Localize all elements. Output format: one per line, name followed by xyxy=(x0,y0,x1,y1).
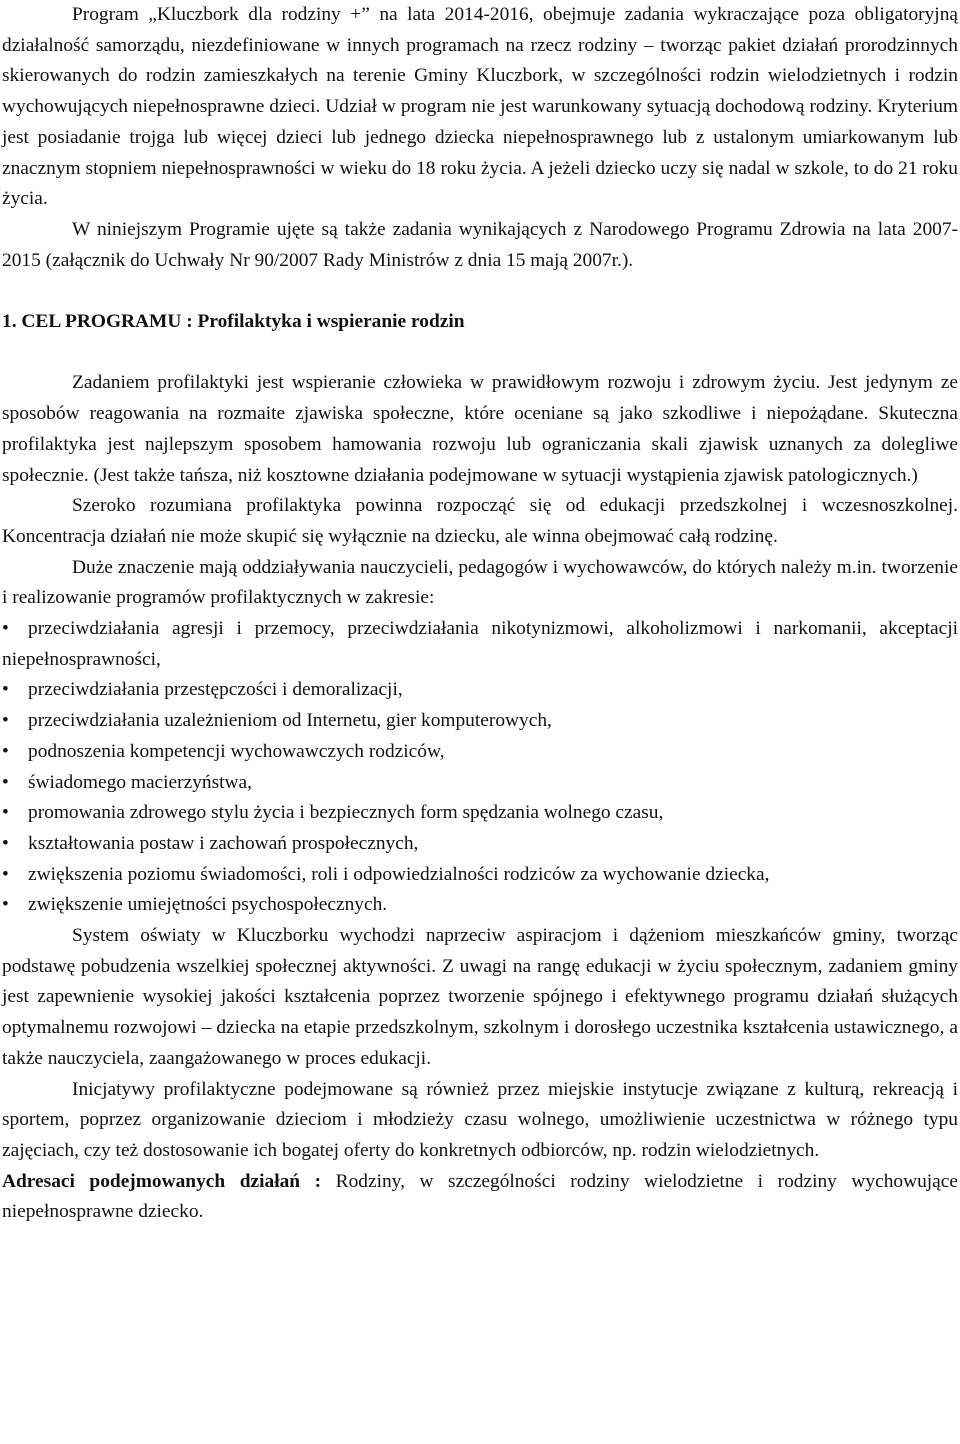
section-paragraph-initiatives: Inicjatywy profilaktyczne podejmowane są również przez miejskie instytucje związane z kulturą, rekreacją i sportem, poprzez organizowanie dzieciom i młodzieży czasu wolnego, umożliwienie uczestnictwa w różnego typu zajęciach, czy też dostosowanie ich bogatej oferty do konkretnych odbiorców, np. rodzin wielodzietnych. xyxy=(2,1078,958,1161)
bullet-text: kształtowania postaw i zachowań prospołecznych, xyxy=(28,832,419,854)
section-paragraph-teachers: Duże znaczenie mają oddziaływania nauczycieli, pedagogów i wychowawców, do których należy m.in. tworzenie i realizowanie programów profilaktycznych w zakresie: xyxy=(2,556,958,609)
bullet-icon: • xyxy=(2,802,9,824)
bullet-text: zwiększenia poziomu świadomości, roli i odpowiedzialności rodziców za wychowanie dziecka, xyxy=(28,863,770,885)
bullet-icon: • xyxy=(2,894,9,916)
bullet-item xyxy=(2,798,958,829)
bullet-list xyxy=(2,614,958,921)
bullet-item xyxy=(2,614,958,675)
bullet-text: przeciwdziałania agresji i przemocy, przeciwdziałania nikotynizmowi, alkoholizmowi i narkomanii, akceptacji niepełnosprawności, xyxy=(2,618,958,670)
section-heading: 1. CEL PROGRAMU : Profilaktyka i wspieranie rodzin xyxy=(2,311,465,333)
intro-paragraph-program: Program „Kluczbork dla rodziny +” na lata 2014-2016, obejmuje zadania wykraczające poza obligatoryjną działalność samorządu, niezdefiniowane w innych programach na rzecz rodziny – tworząc pakiet działań prorodzinnych skierowanych do rodzin zamieszkałych na terenie Gminy Kluczbork, w szczególności rodzin wielodzietnych i rodzin wychowujących niepełnosprawne dzieci. Udział w program nie jest warunkowany sytuacją dochodową rodziny. Kryterium jest posiadanie trojga lub więcej dzieci lub jednego dziecka niepełnosprawnego lub z ustalonym umiarkowanym lub znacznym stopniem niepełnosprawności w wieku do 18 roku życia. A jeżeli dziecko uczy się nadal w szkole, to do 21 roku życia. xyxy=(2,4,958,210)
document-page xyxy=(2,0,958,1228)
bullet-item xyxy=(2,768,958,799)
bullet-item xyxy=(2,737,958,768)
spacer xyxy=(2,276,958,307)
bullet-item xyxy=(2,829,958,860)
bullet-icon: • xyxy=(2,832,9,854)
bullet-icon: • xyxy=(2,618,9,640)
addressees-paragraph xyxy=(2,1167,958,1228)
bullet-text: świadomego macierzyństwa, xyxy=(28,771,252,793)
bullet-icon: • xyxy=(2,679,9,701)
bullet-icon: • xyxy=(2,710,9,732)
bullet-text: przeciwdziałania uzależnieniom od Internetu, gier komputerowych, xyxy=(28,710,552,732)
bullet-icon: • xyxy=(2,863,9,885)
bullet-item xyxy=(2,675,958,706)
section-paragraph-early-education: Szeroko rozumiana profilaktyka powinna rozpocząć się od edukacji przedszkolnej i wczesnoszkolnej. Koncentracja działań nie może skupić się wyłącznie na dziecku, ale winna obejmować całą rodzinę. xyxy=(2,495,958,547)
addressees-label: Adresaci podejmowanych działań : xyxy=(2,1170,322,1192)
bullet-icon: • xyxy=(2,771,9,793)
bullet-item xyxy=(2,860,958,891)
bullet-text: zwiększenie umiejętności psychospołecznych. xyxy=(28,894,388,916)
bullet-text: podnoszenia kompetencji wychowawczych rodziców, xyxy=(28,740,445,762)
section-paragraph-prevention: Zadaniem profilaktyki jest wspieranie człowieka w prawidłowym rozwoju i zdrowym życiu. Jest jedynym ze sposobów reagowania na rozmaite zjawiska społeczne, które oceniane są jako szkodliwe i niepożądane. Skuteczna profilaktyka jest najlepszym sposobem hamowania rozwoju lub ograniczania skali zjawisk uznanych za dolegliwe społecznie. (Jest także tańsza, niż kosztowne działania podejmowane w sytuacji wystąpienia zjawisk patologicznych.) xyxy=(2,372,958,486)
bullet-icon: • xyxy=(2,740,9,762)
bullet-item xyxy=(2,706,958,737)
spacer xyxy=(2,338,958,369)
bullet-text: przeciwdziałania przestępczości i demoralizacji, xyxy=(28,679,403,701)
section-paragraph-education-system: System oświaty w Kluczborku wychodzi naprzeciw aspiracjom i dążeniom mieszkańców gminy, tworząc podstawę pobudzenia wszelkiej społecznej aktywności. Z uwagi na rangę edukacji w życiu społecznym, zadaniem gminy jest zapewnienie wysokiej jakości kształcenia poprzez tworzenie spójnego i efektywnego programu działań służących optymalnemu rozwojowi – dziecka na etapie przedszkolnym, szkolnym i dorosłego uczestnika kształcenia ustawicznego, a także nauczyciela, zaangażowanego w proces edukacji. xyxy=(2,925,958,1069)
bullet-text: promowania zdrowego stylu życia i bezpiecznych form spędzania wolnego czasu, xyxy=(28,802,664,824)
intro-paragraph-health-program: W niniejszym Programie ujęte są także zadania wynikających z Narodowego Programu Zdrowia na lata 2007-2015 (załącznik do Uchwały Nr 90/2007 Rady Ministrów z dnia 15 mają 2007r.). xyxy=(2,218,958,271)
bullet-item xyxy=(2,890,958,921)
addressees-text: Rodziny, w szczególności rodziny wielodzietne i rodziny wychowujące niepełnosprawne dziecko. xyxy=(2,1170,958,1223)
